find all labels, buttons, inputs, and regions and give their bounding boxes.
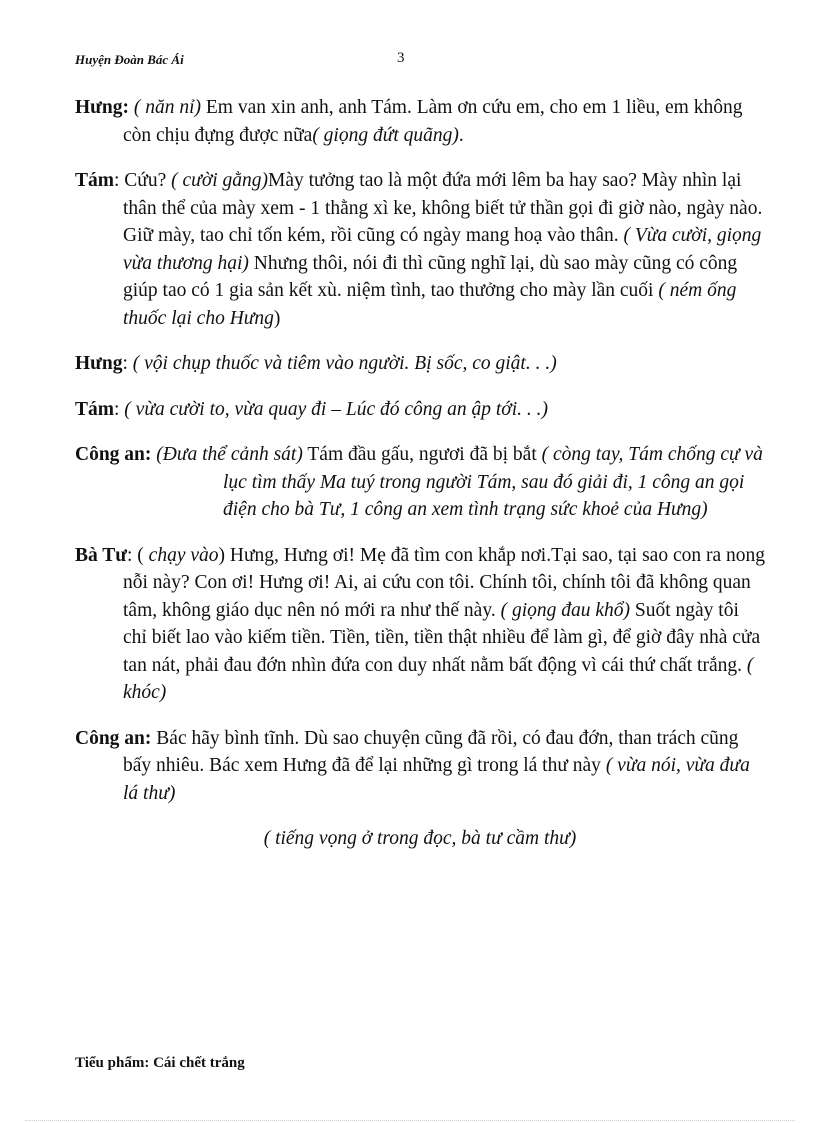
stage-direction: ( năn nỉ) <box>133 97 201 118</box>
dialogue-text: Suốt ngày tôi chỉ biết lao vào kiếm tiền. Tiền, tiền, tiền thật nhiều để làm gì, để giờ đây nhà cửa tan nát, phải đau đớn nhìn đứa con duy nhất nằm bất động vì cái thứ chất trắng. <box>123 599 761 676</box>
stage-direction: ( giọng đau khổ) <box>500 599 631 621</box>
speaker-label: Hưng <box>75 353 123 374</box>
dialogue-text: Em van xin anh, anh Tám. Làm ơn cứu em, cho em 1 liều, em không còn chịu đựng được nữa <box>123 97 743 146</box>
stage-direction: (Đưa thể cảnh sát) <box>156 444 303 465</box>
stage-direction: ( ném ống thuốc lại cho Hưng <box>123 280 737 329</box>
stage-direction: ( cười gằng) <box>171 170 269 191</box>
stage-direction: ( khóc) <box>123 654 754 703</box>
page-number: 3 <box>397 50 405 66</box>
header-org-name: Huyện Đoàn Bác Ái <box>75 52 184 67</box>
speaker-label: Hưng: <box>75 97 129 118</box>
page-footer: Tiểu phẩm: Cái chết trắng <box>75 1055 245 1071</box>
dialogue-text: Tám đầu gấu, ngươi đã bị bắt <box>302 444 542 465</box>
dialogue-hung-1 <box>75 94 765 149</box>
speaker-label: Công an: <box>75 444 152 465</box>
dialogue-text: Bác hãy bình tĩnh. Dù sao chuyện cũng đã rồi, có đau đớn, than trách cũng bấy nhiêu. Bác xem Hưng đã để lại những gì trong lá thư này <box>123 727 739 776</box>
speaker-label: Tám <box>75 170 114 191</box>
dialogue-text: ) Hưng, Hưng ơi! Mẹ đã tìm con khắp nơi.Tại sao, tại sao con ra nong nỗi này? Con ơi! Hưng ơi! Ai, ai cứu con tôi. Chính tôi, chính tôi đã không quan tâm, không giáo dục nên nó mới ra như thế này. <box>123 544 765 621</box>
stage-direction: ( giọng đứt quãng) <box>312 124 459 146</box>
stage-direction: ( còng tay, Tám chống cự và lục tìm thấy Ma tuý trong người Tám, sau đó giải đi, 1 công an gọi điện cho bà Tư, 1 công an xem tình trạng sức khoẻ của Hưng) <box>223 444 763 520</box>
dialogue-text: : Cứu? <box>114 170 172 191</box>
dialogue-tam-1 <box>75 167 765 332</box>
dialogue-text: : ( <box>127 544 149 566</box>
dialogue-ba-tu <box>75 542 765 707</box>
dialogue-cong-an-1 <box>75 441 765 524</box>
footer-divider <box>25 1120 795 1121</box>
stage-direction: ( vừa nói, vừa đưa lá thư) <box>123 755 750 804</box>
dialogue-text: : <box>122 353 133 374</box>
dialogue-text: . <box>458 124 464 146</box>
dialogue-tam-2 <box>75 396 765 424</box>
dialogue-text: ) <box>273 307 281 329</box>
stage-direction: ( Vừa cười, giọng vừa thương hại) <box>123 225 762 274</box>
stage-direction: ( vừa cười to, vừa quay đi – Lúc đó công an ập tới. . .) <box>124 398 548 420</box>
dialogue-text: : <box>114 398 125 420</box>
stage-direction: chạy vào <box>148 544 219 566</box>
speaker-label: Công an: <box>75 727 152 749</box>
script-body <box>75 94 765 853</box>
speaker-label: Bà Tư <box>75 544 127 566</box>
dialogue-text: Mày tưởng tao là một đứa mới lêm ba hay sao? Mày nhìn lại thân thể của mày xem - 1 thằng xì ke, không biết tử thần gọi đi giờ nào, ngày nào. Giữ mày, tao chỉ tốn kém, rồi cũng có ngày mang hoạ vào thân. <box>123 170 763 246</box>
speaker-label: Tám <box>75 398 114 420</box>
dialogue-text: Nhưng thôi, nói đi thì cũng nghĩ lại, dù sao mày cũng có công giúp tao có 1 gia sản kết xù. niệm tình, tao thưởng cho mày lần cuối <box>123 252 738 301</box>
page-header <box>75 52 415 72</box>
dialogue-cong-an-2 <box>75 725 765 808</box>
dialogue-hung-2 <box>75 350 765 378</box>
closing-stage-direction: ( tiếng vọng ở trong đọc, bà tư cầm thư) <box>263 828 577 849</box>
stage-direction: ( vội chụp thuốc và tiêm vào người. Bị sốc, co giật. . .) <box>132 353 557 374</box>
